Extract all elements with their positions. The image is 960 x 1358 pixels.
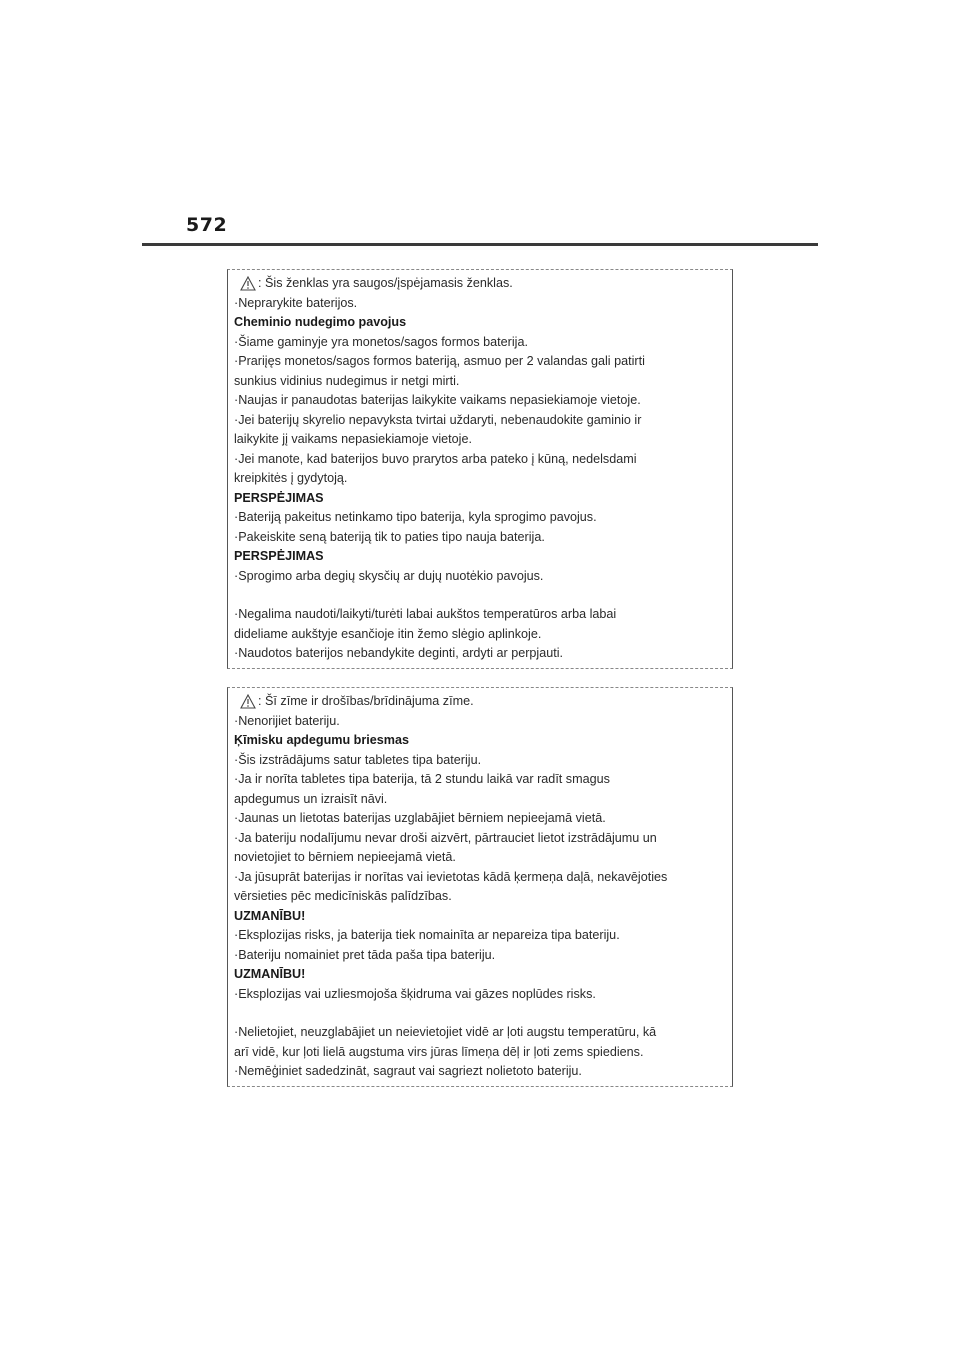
warning-line: apdegumus un izraisīt nāvi. bbox=[234, 791, 388, 806]
section-heading: UZMANĪBU! bbox=[234, 967, 306, 981]
warning-line: ·Jei baterijų skyrelio nepavyksta tvirtai uždaryti, nebenaudokite gaminio ir bbox=[234, 412, 642, 427]
warning-line: laikykite jį vaikams nepasiekiamoje vietoje. bbox=[234, 432, 472, 446]
header-rule bbox=[142, 243, 818, 246]
warning-line: ·Pakeiskite seną bateriją tik to paties tipo nauja baterija. bbox=[234, 529, 545, 544]
warning-line: ·Bateriją pakeitus netinkamo tipo baterija, kyla sprogimo pavojus. bbox=[234, 510, 597, 524]
section-heading: UZMANĪBU! bbox=[234, 908, 306, 923]
warning-line: ·Šiame gaminyje yra monetos/sagos formos baterija. bbox=[234, 334, 528, 349]
warning-line: ·Eksplozijas vai uzliesmojoša šķidruma vai gāzes noplūdes risks. bbox=[234, 986, 596, 1001]
section-heading: Cheminio nudegimo pavojus bbox=[234, 315, 407, 329]
warning-line: ·Sprogimo arba degių skysčių ar dujų nuotėkio pavojus. bbox=[234, 568, 544, 583]
warning-line: ·Bateriju nomainiet pret tāda paša tipa bateriju. bbox=[234, 947, 496, 962]
warning-line: ·Naujas ir panaudotas baterijas laikykite vaikams nepasiekiamoje vietoje. bbox=[234, 393, 641, 407]
warning-line: sunkius vidinius nudegimus ir netgi mirti. bbox=[234, 373, 460, 388]
warning-line: ·Prariįęs monetos/sagos formos bateriją, asmuo per 2 valandas gali patirti bbox=[234, 354, 645, 368]
warning-line: arī vidē, kur ļoti lielā augstuma virs jūras līmeņa dēļ ir ļoti zems spiediens. bbox=[234, 1044, 644, 1059]
warning-line: ·Nelietojiet, neuzglabājiet un neievietojiet vidē ar ļoti augstu temperatūru, kā bbox=[234, 1025, 657, 1039]
warning-line: ·Šis izstrādājums satur tabletes tipa bateriju. bbox=[234, 752, 482, 767]
warning-line: ·Ja ir norīta tabletes tipa baterija, tā 2 stundu laikā var radīt smagus bbox=[234, 772, 610, 786]
warning-triangle-icon bbox=[240, 276, 256, 291]
section-heading: PERSPĖJIMAS bbox=[234, 549, 324, 563]
warning-triangle-icon bbox=[240, 694, 256, 709]
warning-line: ·Eksplozijas risks, ja baterija tiek nomainīta ar nepareiza tipa bateriju. bbox=[234, 928, 620, 942]
warning-line: vērsieties pēc medicīniskās palīdzības. bbox=[234, 889, 452, 903]
warning-line: ·Ja jūsuprāt baterijas ir norītas vai ievietotas kādā ķermeņa daļā, nekavējoties bbox=[234, 869, 668, 884]
warning-lines bbox=[234, 712, 726, 1082]
warning-line: ·Jaunas un lietotas baterijas uzglabājiet bērniem nepieejamā vietā. bbox=[234, 811, 606, 825]
symbol-note-text: : Šī zīme ir drošības/brīdinājuma zīme. bbox=[258, 694, 474, 708]
warning-line: dideliame aukštyje esančioje itin žemo slėgio aplinkoje. bbox=[234, 626, 542, 641]
symbol-note-text: : Šis ženklas yra saugos/įspėjamasis ženklas. bbox=[258, 276, 513, 290]
warning-line: ·Nenorijiet bateriju. bbox=[234, 713, 340, 728]
warning-line: ·Jei manote, kad baterijos buvo prarytos arba pateko į kūną, nedelsdami bbox=[234, 451, 637, 466]
section-heading: Ķīmisku apdegumu briesmas bbox=[234, 733, 409, 747]
warning-line: ·Negalima naudoti/laikyti/turėti labai aukštos temperatūros arba labai bbox=[234, 607, 617, 621]
warning-line: ·Neprarykite baterijos. bbox=[234, 295, 358, 310]
warning-line: kreipkitės į gydytoją. bbox=[234, 471, 348, 485]
latvian-warning-box bbox=[227, 687, 733, 1087]
warning-line: ·Ja bateriju nodalījumu nevar droši aizvērt, pārtrauciet lietot izstrādājumu un bbox=[234, 830, 657, 845]
lithuanian-warning-box bbox=[227, 269, 733, 669]
symbol-note-line bbox=[234, 274, 726, 294]
page-number: 572 bbox=[186, 214, 228, 236]
warning-line: ·Nemēģiniet sadedzināt, sagraut vai sagriezt nolietoto bateriju. bbox=[234, 1064, 582, 1078]
symbol-note-line bbox=[234, 692, 726, 712]
warning-lines bbox=[234, 294, 726, 664]
warning-line: ·Naudotos baterijos nebandykite deginti, ardyti ar perpjauti. bbox=[234, 646, 564, 660]
warning-line: novietojiet to bērniem nepieejamā vietā. bbox=[234, 850, 456, 864]
section-heading: PERSPĖJIMAS bbox=[234, 490, 324, 505]
